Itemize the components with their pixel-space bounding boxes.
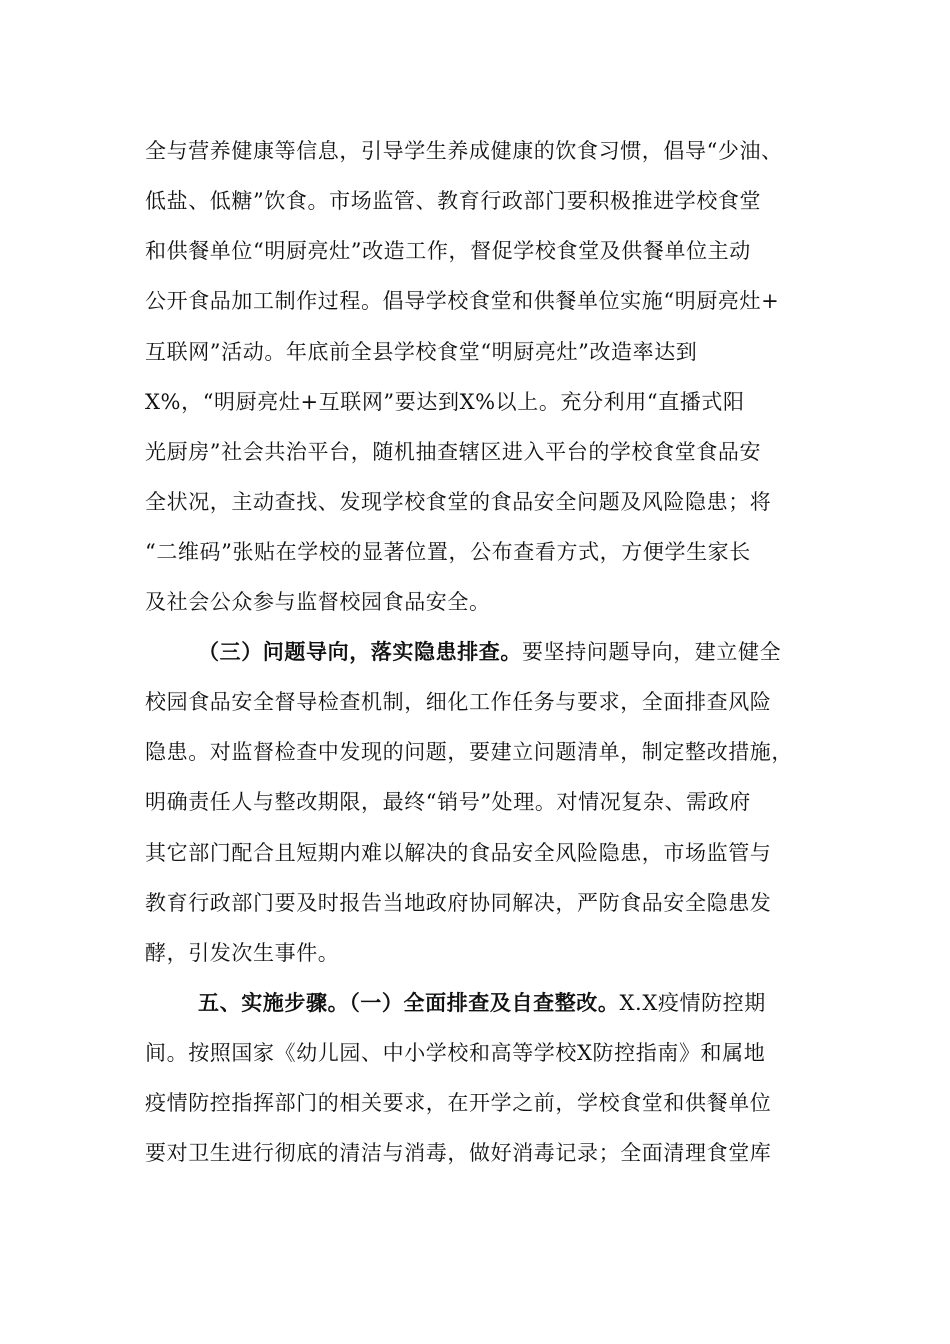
text-line: 公开食品加工制作过程。倡导学校食堂和供餐单位实施“明厨亮灶+ [145,289,780,313]
text-span: X.X疫情防控期 [619,991,766,1015]
section-heading-line [198,637,818,667]
text-line: 间。按照国家《幼儿园、中小学校和高等学校X防控指南》和属地 [145,1041,766,1065]
text-line: 疫情防控指挥部门的相关要求，在开学之前，学校食堂和供餐单位 [145,1091,772,1115]
text-line: 教育行政部门要及时报告当地政府协同解决，严防食品安全隐患发 [145,891,772,915]
text-line: 互联网”活动。年底前全县学校食堂“明厨亮灶”改造率达到 [145,340,698,364]
text-line: 全状况，主动查找、发现学校食堂的食品安全问题及风险隐患；将 [145,490,772,514]
text-line: “二维码”张贴在学校的显著位置，公布查看方式，方便学生家长 [145,540,751,564]
text-line: 低盐、低糖”饮食。市场监管、教育行政部门要积极推进学校食堂 [145,189,762,213]
text-line: 校园食品安全督导检查机制，细化工作任务与要求，全面排查风险 [145,690,772,714]
text-line: 和供餐单位“明厨亮灶”改造工作，督促学校食堂及供餐单位主动 [145,239,751,263]
section-heading: 五、实施步骤。（一）全面排查及自查整改。 [198,990,620,1015]
text-line: X%，“明厨亮灶+互联网”要达到X%以上。充分利用“直播式阳 [145,390,745,414]
text-span: 要坚持问题导向，建立健全 [522,640,782,664]
text-line: 要对卫生进行彻底的清洁与消毒，做好消毒记录；全面清理食堂库 [145,1141,772,1165]
text-line: 全与营养健康等信息，引导学生养成健康的饮食习惯，倡导“少油、 [145,139,783,163]
text-line: 及社会公众参与监督校园食品安全。 [145,590,491,614]
text-line: 明确责任人与整改期限，最终“销号”处理。对情况复杂、需政府 [145,790,751,814]
text-line: 光厨房”社会共治平台，随机抽查辖区进入平台的学校食堂食品安 [145,440,762,464]
section-heading-line [198,988,818,1018]
text-line: 其它部门配合且短期内难以解决的食品安全风险隐患，市场监管与 [145,841,772,865]
text-line: 酵，引发次生事件。 [145,941,340,965]
text-line: 隐患。对监督检查中发现的问题，要建立问题清单，制定整改措施， [145,740,793,764]
section-heading: （三）问题导向，落实隐患排查。 [198,639,522,664]
